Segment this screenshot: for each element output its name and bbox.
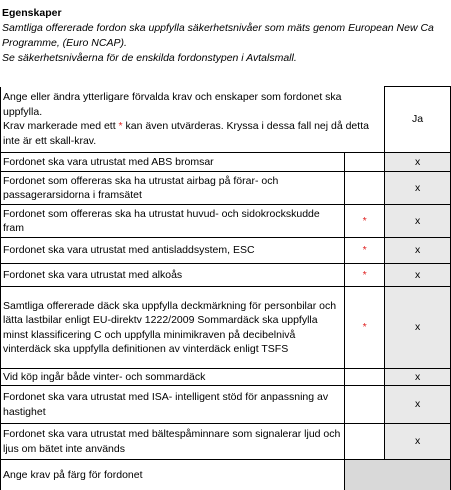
ja-checkbox-cell[interactable]: x xyxy=(385,287,451,369)
ja-checkbox-cell[interactable]: x xyxy=(385,238,451,264)
color-requirement-row xyxy=(1,460,451,490)
intro-row xyxy=(1,87,451,153)
ja-checkbox-cell[interactable]: x xyxy=(385,172,451,205)
ja-checkbox-cell[interactable]: x xyxy=(385,369,451,386)
evaluation-star: * xyxy=(345,287,385,369)
table-row xyxy=(1,287,451,369)
table-row xyxy=(1,238,451,264)
evaluation-star: * xyxy=(345,238,385,264)
table-row xyxy=(1,172,451,205)
evaluation-star: * xyxy=(345,264,385,287)
color-requirement-input[interactable] xyxy=(345,460,451,490)
header-line-1: Samtliga offererade fordon ska uppfylla säkerhetsnivåer som mäts genom European New Ca xyxy=(2,22,434,34)
intro-text-2-after: kan även utvärderas. Kryssa i dessa fall nej då detta inte är ett skall-krav. xyxy=(3,120,369,147)
intro-text-2-before: Krav markerade med ett xyxy=(3,120,119,133)
evaluation-star xyxy=(345,369,385,386)
ja-checkbox-cell[interactable]: x xyxy=(385,205,451,238)
ja-checkbox-cell[interactable]: x xyxy=(385,153,451,172)
requirements-table xyxy=(0,86,451,490)
requirement-text: Vid köp ingår både vinter- och sommardäck xyxy=(1,369,345,386)
evaluation-star xyxy=(345,153,385,172)
header-line-3: Se säkerhetsnivåerna för de enskilda fordonstypen i Avtalsmall. xyxy=(2,52,297,64)
requirement-text: Fordonet ska vara utrustat med ABS bromsar xyxy=(1,153,345,172)
evaluation-star xyxy=(345,424,385,460)
requirement-text: Fordonet som offereras ska ha utrustat huvud- och sidokrockskudde fram xyxy=(1,205,345,238)
ja-checkbox-cell[interactable]: x xyxy=(385,386,451,424)
section-header xyxy=(2,6,451,66)
requirement-text: Samtliga offererade däck ska uppfylla deckmärkning för personbilar och lätta lastbilar enligt EU-direktv 1222/2009 Sommardäck ska uppfylla minst klassificering C och uppfylla minimikraven på decibelnivå vinterdäck ska uppfylla definitionen av vinterdäck enligt TSFS xyxy=(1,287,345,369)
color-requirement-label: Ange krav på färg för fordonet xyxy=(1,460,345,490)
table-row xyxy=(1,205,451,238)
evaluation-star xyxy=(345,386,385,424)
requirement-text: Fordonet ska vara utrustat med antisladdsystem, ESC xyxy=(1,238,345,264)
intro-text-2 xyxy=(3,119,382,148)
evaluation-star: * xyxy=(345,205,385,238)
requirement-text: Fordonet ska vara utrustat med bältespåminnare som signalerar ljud och ljus om bätet inte används xyxy=(1,424,345,460)
ja-checkbox-cell[interactable]: x xyxy=(385,424,451,460)
ja-checkbox-cell[interactable]: x xyxy=(385,264,451,287)
intro-text-1: Ange eller ändra ytterligare förvalda krav och enskaper som fordonet ska uppfylla. xyxy=(3,91,342,118)
ja-column-header: Ja xyxy=(385,87,451,153)
requirement-text: Fordonet som offereras ska ha utrustat airbag på förar- och passagerarsidorna i framsätet xyxy=(1,172,345,205)
table-row xyxy=(1,264,451,287)
intro-cell xyxy=(1,87,385,153)
requirement-text: Fordonet ska vara utrustat med alkoås xyxy=(1,264,345,287)
table-row xyxy=(1,369,451,386)
requirement-text: Fordonet ska vara utrustat med ISA- intelligent stöd för anpassning av hastighet xyxy=(1,386,345,424)
table-row xyxy=(1,153,451,172)
header-line-2: Programme, (Euro NCAP). xyxy=(2,37,127,49)
table-row xyxy=(1,386,451,424)
table-row xyxy=(1,424,451,460)
intro-star: * xyxy=(118,120,123,133)
section-title: Egenskaper xyxy=(2,7,62,19)
evaluation-star xyxy=(345,172,385,205)
